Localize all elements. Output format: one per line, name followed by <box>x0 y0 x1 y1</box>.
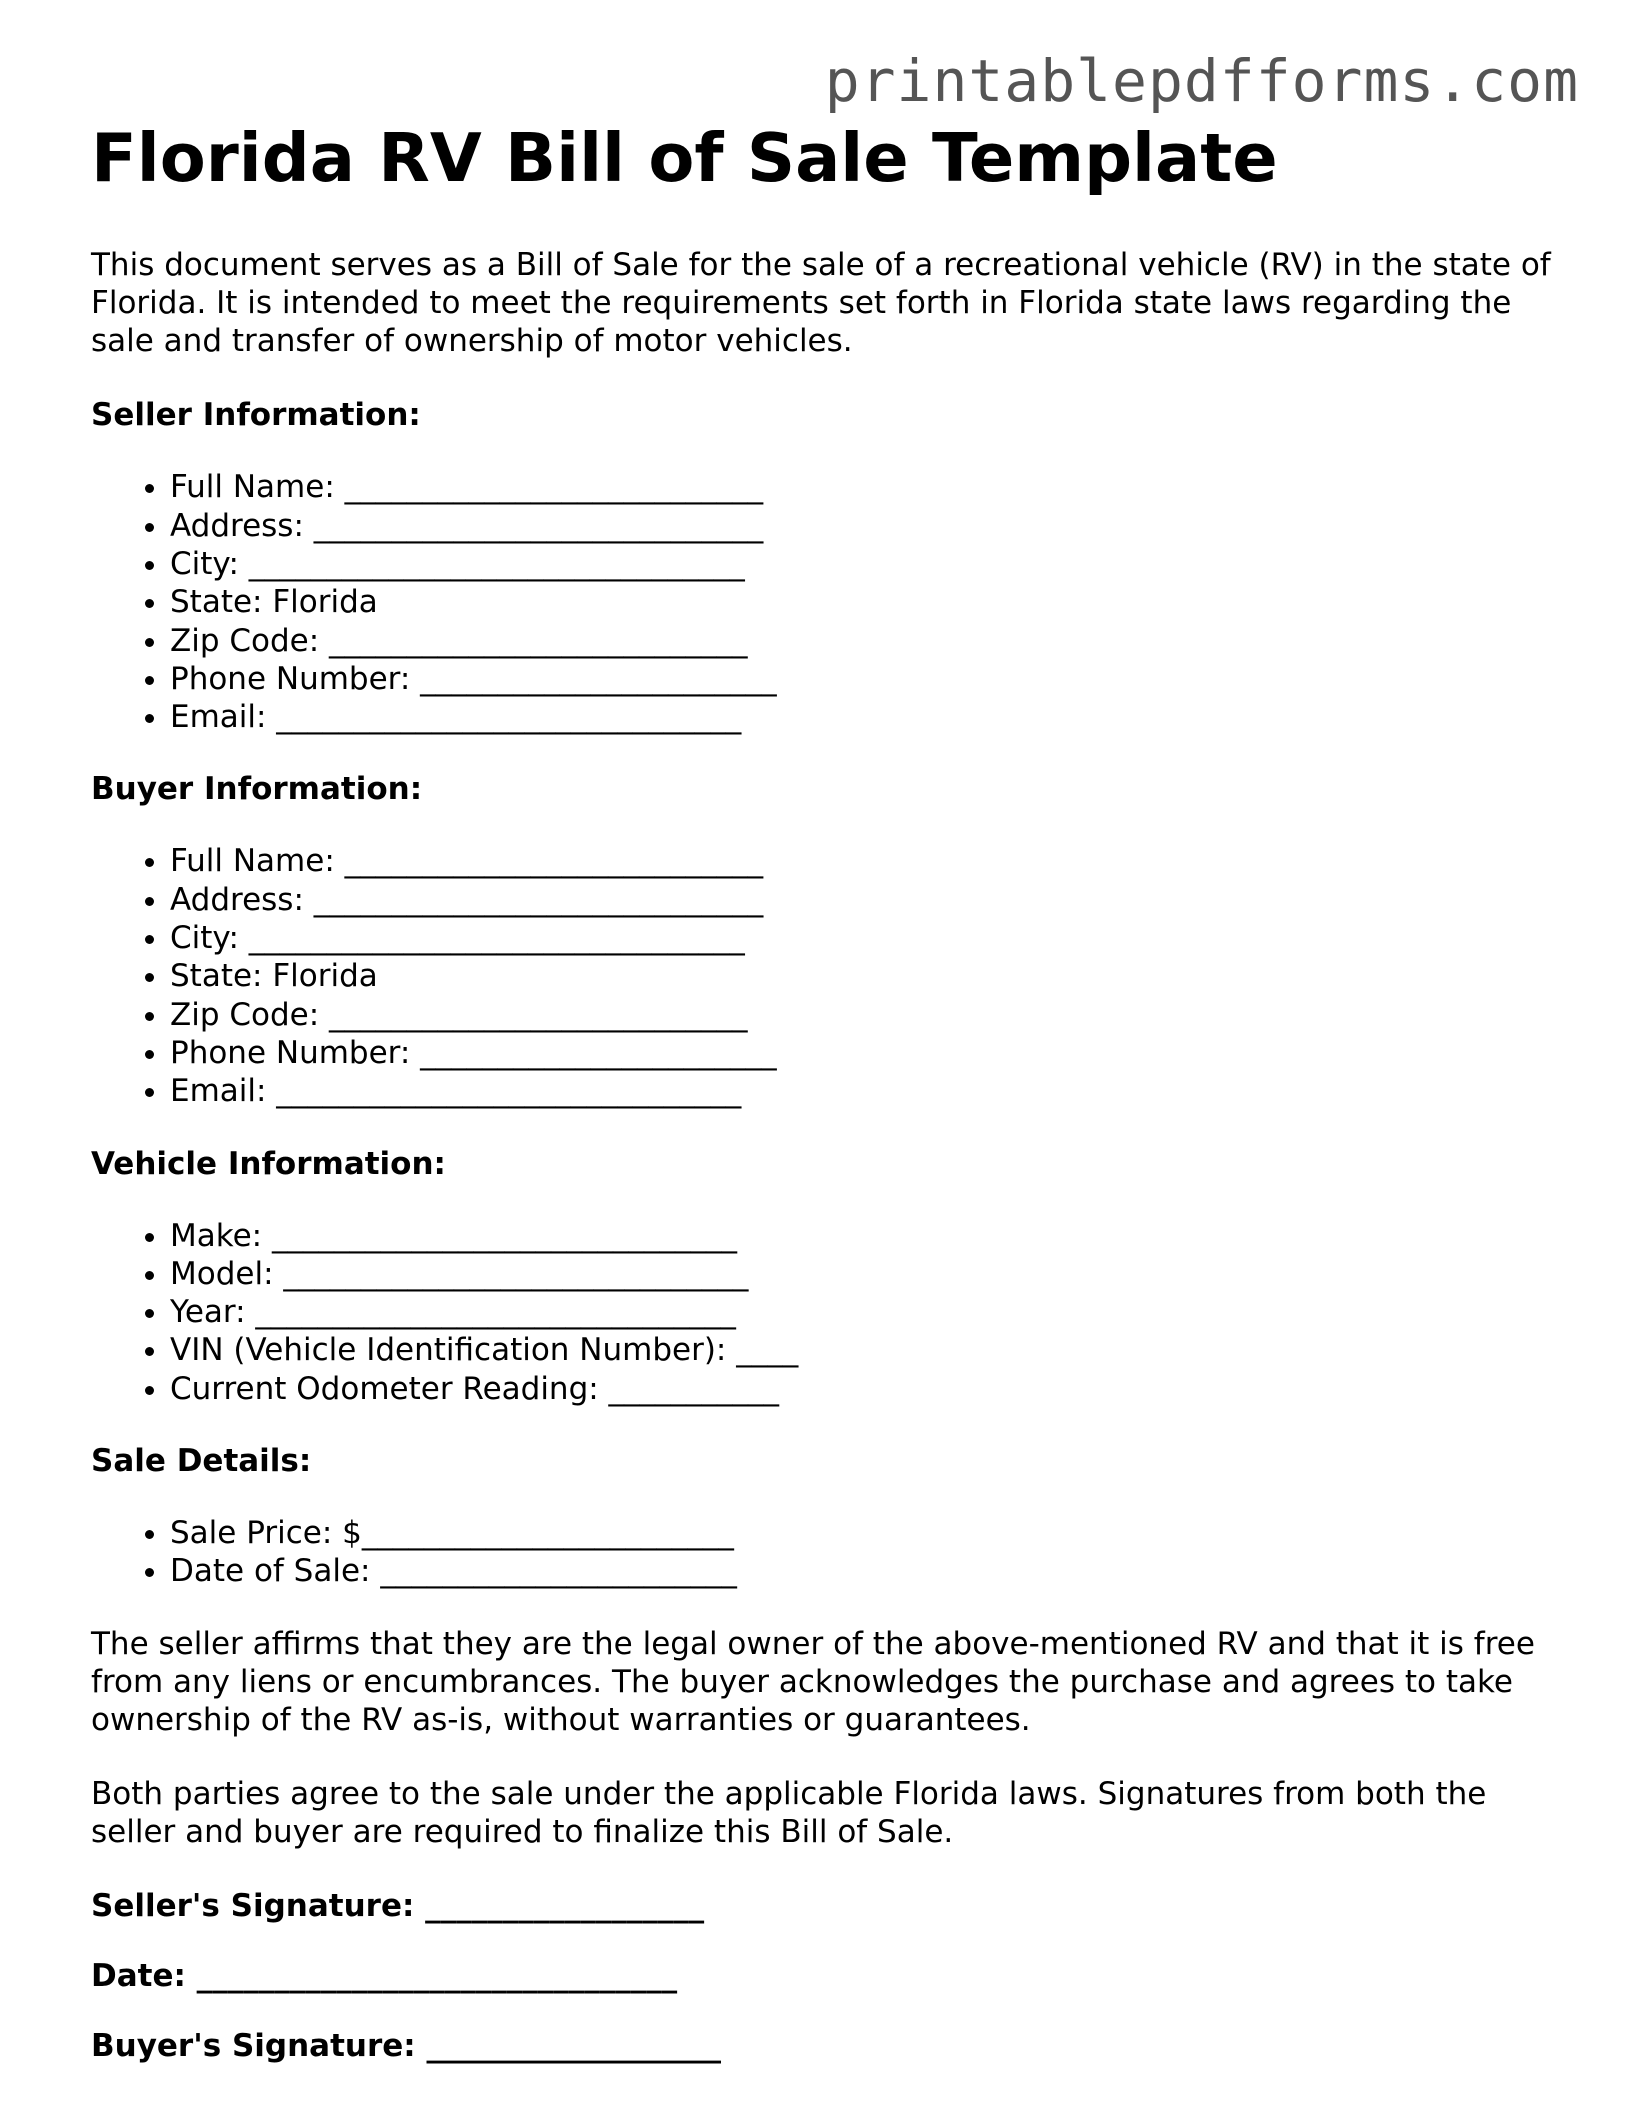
sale-details-heading: Sale Details: <box>91 1443 312 1480</box>
agreement-paragraph: Both parties agree to the sale under the applicable Florida laws. Signatures from both the seller and buyer are required to finalize this Bill of Sale. <box>91 1775 1487 1850</box>
seller-phone-field: • Phone Number: _______________________ <box>170 660 1561 698</box>
vehicle-model-field: • Model: ______________________________ <box>170 1255 1561 1293</box>
buyer-signature-line: Buyer's Signature: ___________________ <box>91 2027 721 2064</box>
buyer-state-field: • State: Florida <box>170 957 1561 995</box>
sale-date-field: • Date of Sale: _______________________ <box>170 1552 1561 1590</box>
buyer-full-name-field: • Full Name: ___________________________ <box>170 842 1561 880</box>
buyer-city-field: • City: ________________________________ <box>170 919 1561 957</box>
vehicle-year-field: • Year: _______________________________ <box>170 1293 1561 1331</box>
watermark-text: printablepdfforms.com <box>824 47 1579 115</box>
buyer-zip-field: • Zip Code: ___________________________ <box>170 996 1561 1034</box>
sale-price-field: • Sale Price: $________________________ <box>170 1514 1561 1552</box>
vehicle-info-list <box>91 1217 1561 1408</box>
vehicle-odometer-field: • Current Odometer Reading: ___________ <box>170 1370 1561 1408</box>
seller-address-field: • Address: _____________________________ <box>170 507 1561 545</box>
sale-details-list <box>91 1514 1561 1591</box>
buyer-address-field: • Address: _____________________________ <box>170 881 1561 919</box>
buyer-info-list <box>91 842 1561 1110</box>
vehicle-info-heading: Vehicle Information: <box>91 1145 446 1182</box>
buyer-phone-field: • Phone Number: _______________________ <box>170 1034 1561 1072</box>
seller-info-heading: Seller Information: <box>91 397 421 434</box>
buyer-info-heading: Buyer Information: <box>91 771 423 808</box>
seller-zip-field: • Zip Code: ___________________________ <box>170 622 1561 660</box>
seller-state-field: • State: Florida <box>170 583 1561 621</box>
seller-city-field: • City: ________________________________ <box>170 545 1561 583</box>
buyer-email-field: • Email: ______________________________ <box>170 1072 1561 1110</box>
seller-full-name-field: • Full Name: ___________________________ <box>170 468 1561 506</box>
intro-paragraph: This document serves as a Bill of Sale for the sale of a recreational vehicle (RV) in the state of Florida. It is intended to meet the requirements set forth in Florida state laws regarding the sale and transfer of ownership of motor vehicles. <box>91 247 1551 360</box>
affirmation-paragraph: The seller affirms that they are the legal owner of the above-mentioned RV and that it is free from any liens or encumbrances. The buyer acknowledges the purchase and agrees to take ownership of the RV as-is, without warranties or guarantees. <box>91 1625 1535 1738</box>
document-page <box>91 118 1561 2097</box>
seller-signature-line: Seller's Signature: __________________ <box>91 1887 705 1924</box>
vehicle-make-field: • Make: ______________________________ <box>170 1217 1561 1255</box>
seller-email-field: • Email: ______________________________ <box>170 698 1561 736</box>
document-title: Florida RV Bill of Sale Template <box>91 119 1278 197</box>
vehicle-vin-field: • VIN (Vehicle Identification Number): ____ <box>170 1331 1561 1369</box>
seller-info-list <box>91 468 1561 736</box>
signature-date-line: Date: _______________________________ <box>91 1957 678 1994</box>
